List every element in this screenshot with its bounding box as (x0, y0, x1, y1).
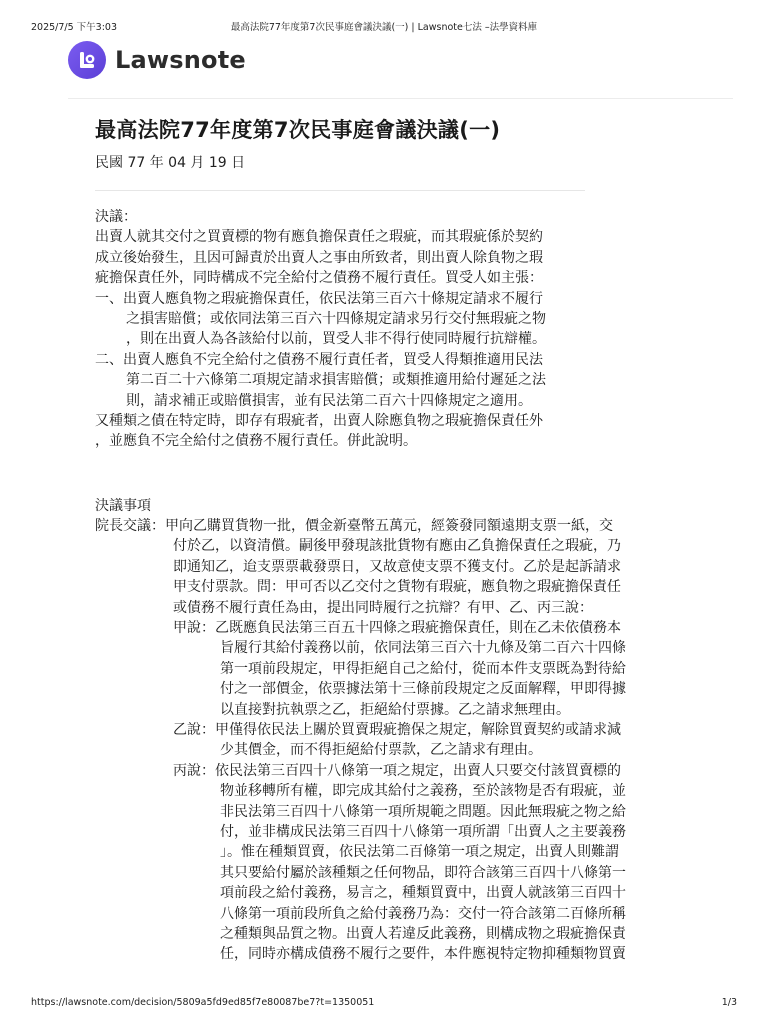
brand-name: Lawsnote (115, 46, 246, 74)
opinion-c-line: 八條第一項前段所負之給付義務乃為：交付一符合該第二百條所稱 (220, 905, 626, 922)
opinion-b-line: 乙說：甲僅得依民法上關於買賣瑕疵擔保之規定，解除買賣契約或請求減 (173, 721, 621, 738)
opinion-a-line: 甲說：乙既應負民法第三百五十四條之瑕疵擔保責任，則在乙未依債務本 (173, 620, 621, 637)
resolution-line: 第二百二十六條第二項規定請求損害賠償；或類推適用給付遲延之法 (126, 372, 546, 389)
resolution-line: 疵擔保責任外，同時構成不完全給付之債務不履行責任。買受人如主張： (95, 270, 543, 287)
resolution-line: 成立後始發生，且因可歸責於出賣人之事由所致者，則出賣人除負物之瑕 (95, 249, 543, 266)
matters-heading: 決議事項 (95, 497, 151, 514)
opinion-c-line: 項前段之給付義務，易言之，種類買賣中，出賣人就該第三百四十 (220, 885, 626, 902)
resolution-line: 又種類之債在特定時，即存有瑕疵者，出賣人除應負物之瑕疵擔保責任外 (95, 412, 543, 429)
title-divider (95, 190, 585, 191)
print-header (0, 19, 768, 31)
opinion-a-line: 以直接對抗執票之乙，拒絕給付票據。乙之請求無理由。 (220, 701, 570, 718)
header-divider (68, 98, 733, 99)
print-url: https://lawsnote.com/decision/5809a5fd9ed85f7e80087be7?t=1350051 (31, 997, 375, 1008)
resolution-line: 一、出賣人應負物之瑕疵擔保責任，依民法第三百六十條規定請求不履行 (95, 290, 543, 307)
opinion-a-line: 旨履行其給付義務以前，依同法第三百六十九條及第二百六十四條 (220, 640, 626, 657)
opinion-c-line: 任，同時亦構成債務不履行之要件，本件應視特定物抑種類物買賣 (220, 946, 626, 963)
opinion-a-line: 第一項前段規定，甲得拒絕自己之給付，從而本件支票既為對待給 (220, 660, 626, 677)
resolution-line: ，並應負不完全給付之債務不履行責任。併此說明。 (95, 433, 417, 450)
resolution-line: 出賣人就其交付之買賣標的物有應負擔保責任之瑕疵，而其瑕疵係於契約 (95, 229, 543, 246)
matters-line: 甲支付票款。問：甲可否以乙交付之貨物有瑕疵，應負物之瑕疵擔保責任 (173, 579, 621, 596)
resolution-line: 之損害賠償；或依同法第三百六十四條規定請求另行交付無瑕疵之物 (126, 310, 546, 327)
matters-line: 或債務不履行責任為由，提出同時履行之抗辯？有甲、乙、丙三說： (173, 599, 593, 616)
opinion-c-line: 之種類與品質之物。出賣人若違反此義務，則構成物之瑕疵擔保責 (220, 925, 626, 942)
resolution-line: 二、出賣人應負不完全給付之債務不履行責任者，買受人得類推適用民法 (95, 351, 543, 368)
resolution-line: ，則在出賣人為各該給付以前，買受人非不得行使同時履行抗辯權。 (126, 331, 546, 348)
opinion-a-line: 付之一部價金，依票據法第十三條前段規定之反面解釋，甲即得據 (220, 681, 626, 698)
opinion-c-line: 物並移轉所有權，即完成其給付之義務，至於該物是否有瑕疵，並 (220, 783, 626, 800)
opinion-c-line: 其只要給付屬於該種類之任何物品，即符合該第三百四十八條第一 (220, 864, 626, 881)
matters-line: 即通知乙，迨支票票載發票日，又故意使支票不獲支付。乙於是起訴請求 (173, 558, 621, 575)
print-page-title: 最高法院77年度第7次民事庭會議決議(一) | Lawsnote七法 –法學資料庫 (230, 22, 538, 33)
document-body (95, 207, 626, 965)
site-brand[interactable] (68, 40, 246, 80)
print-page-number: 1/3 (721, 997, 737, 1008)
document-title: 最高法院77年度第7次民事庭會議決議(一) (95, 118, 501, 142)
document-date: 民國 77 年 04 月 19 日 (95, 155, 246, 171)
matters-line: 院長交議：甲向乙購買貨物一批，價金新臺幣五萬元，經簽發同額遠期支票一紙，交 (95, 518, 613, 535)
matters-line: 付於乙，以資清償。嗣後甲發現該批貨物有應由乙負擔保責任之瑕疵，乃 (173, 538, 621, 555)
opinion-c-line: 丙說：依民法第三百四十八條第一項之規定，出賣人只要交付該買賣標的 (173, 762, 621, 779)
opinion-c-line: 」。惟在種類買賣，依民法第二百條第一項之規定，出賣人則難謂 (220, 844, 619, 861)
resolution-line: 則，請求補正或賠償損害，並有民法第二百六十四條規定之適用。 (126, 392, 532, 409)
opinion-b-line: 少其價金，而不得拒絕給付票款，乙之請求有理由。 (220, 742, 542, 759)
opinion-c-line: 非民法第三百四十八條第一項所規範之問題。因此無瑕疵之物之給 (220, 803, 626, 820)
lawsnote-logo-icon (68, 41, 106, 79)
opinion-c-line: 付，並非構成民法第三百四十八條第一項所謂「出賣人之主要義務 (220, 823, 626, 840)
resolution-heading: 決議： (95, 209, 137, 225)
print-datetime: 2025/7/5 下午3:03 (31, 22, 118, 33)
